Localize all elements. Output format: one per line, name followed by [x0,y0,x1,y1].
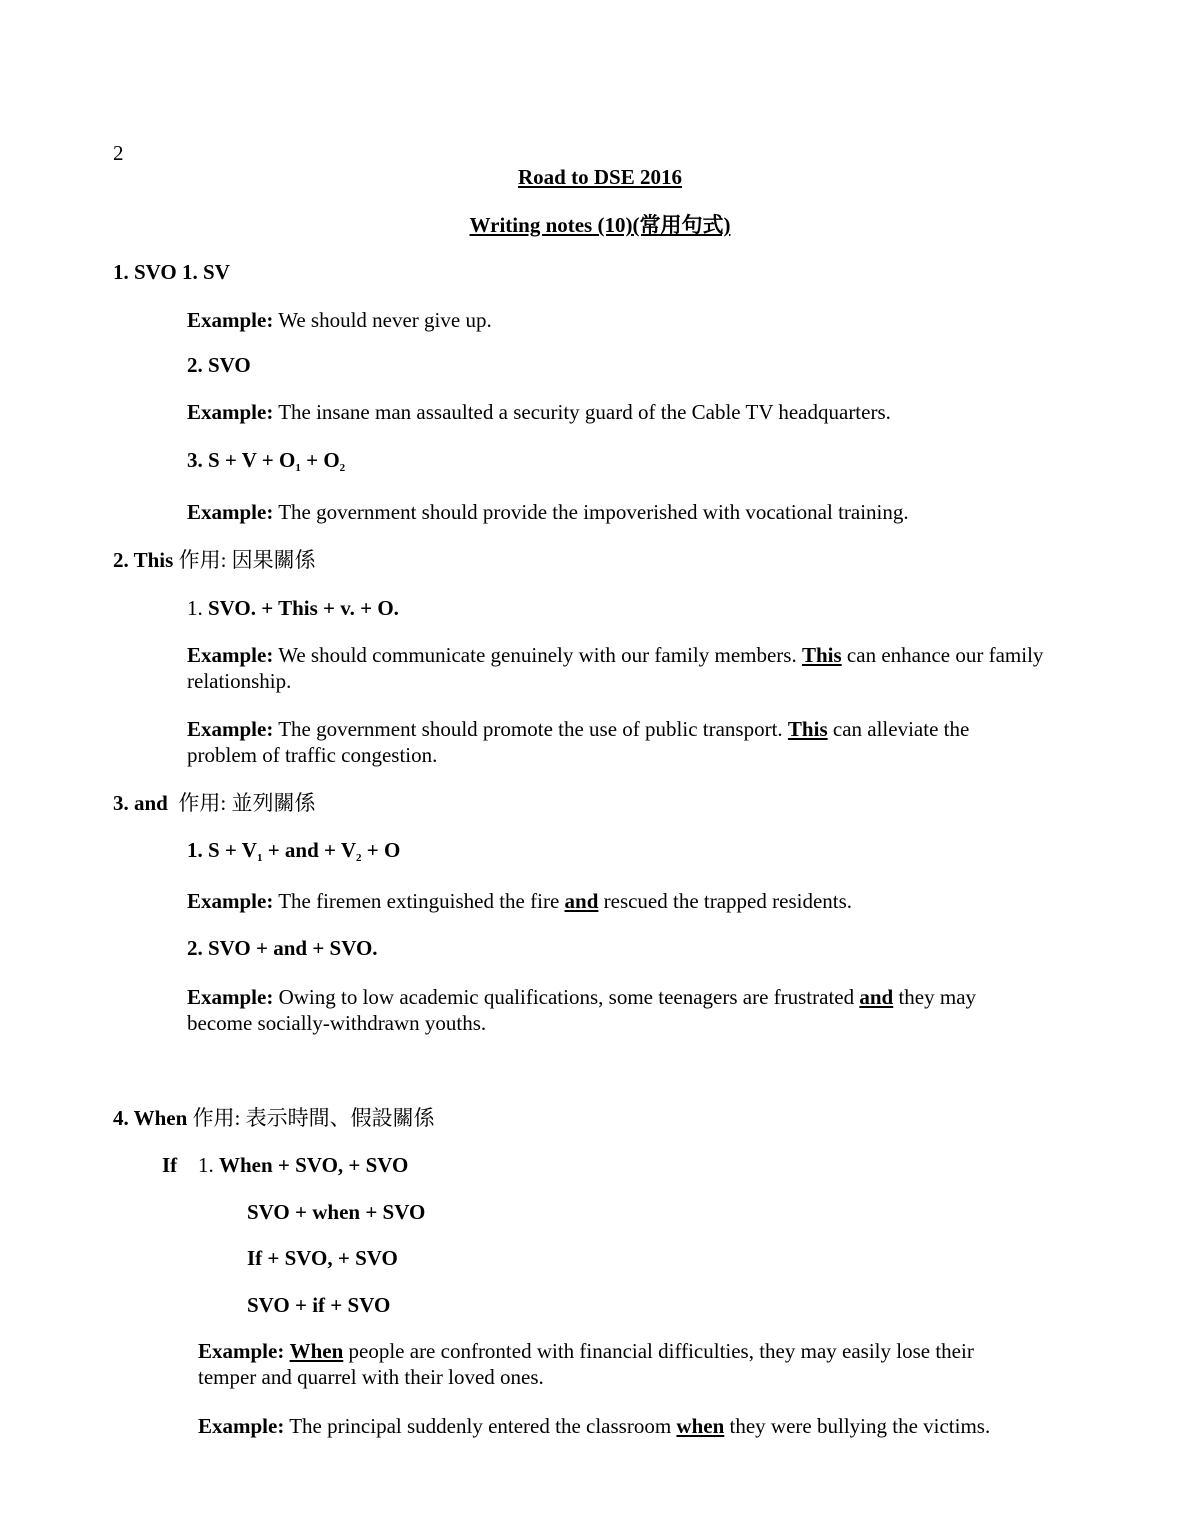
s4-formula-3: If + SVO, + SVO [247,1246,398,1270]
heading-keyword: 2. This [113,548,174,572]
formula-text: When + SVO, + SVO [219,1153,409,1177]
example-label: Example: [198,1339,285,1363]
heading-keyword: 3. and [113,791,168,815]
heading-function: 作用: 並列關係 [167,791,316,815]
s4-formula-1 [198,1153,408,1178]
example-text: The government should provide the impoverished with vocational training. [273,500,909,524]
example-keyword: This [787,717,828,741]
example-keyword: and [564,889,599,913]
example-text: We should communicate genuinely with our family members. [273,643,802,667]
subscript: 1 [295,462,301,474]
s1-example-3 [187,500,909,525]
section-4-heading [113,1106,435,1131]
formula-text: SVO. + This + v. + O. [208,596,399,620]
page-title: Road to DSE 2016 [518,165,682,189]
subscript: 1 [256,852,263,864]
formula-part: + and + V [262,838,357,862]
s2-example-2 [187,716,1027,768]
example-label: Example: [187,889,274,913]
formula-number: 1. [198,1153,219,1177]
example-text: they may become socially-withdrawn youths. [187,985,977,1035]
s4-formula-2: SVO + when + SVO [247,1200,426,1224]
example-label: Example: [198,1414,285,1438]
section-3-heading [113,791,315,816]
example-text: We should never give up. [273,308,492,332]
s1-example-2 [187,400,891,425]
example-text: The insane man assaulted a security guard of the Cable TV headquarters. [273,400,891,424]
s4-formula-4: SVO + if + SVO [247,1293,391,1317]
s2-formula-1 [187,596,399,621]
formula-number: 1. [187,596,208,620]
page-number: 2 [113,141,124,165]
example-text: they were bullying the victims. [724,1414,991,1438]
example-label: Example: [187,500,274,524]
example-keyword: When [289,1339,344,1363]
example-keyword: and [859,985,894,1009]
example-text: rescued the trapped residents. [598,889,853,913]
example-label: Example: [187,400,274,424]
s1-example-1 [187,308,492,333]
s3-formula-1 [187,838,400,863]
subscript: 2 [339,462,346,474]
example-keyword: when [676,1414,725,1438]
example-label: Example: [187,985,274,1009]
example-label: Example: [187,643,274,667]
heading-function: 作用: 因果關係 [173,548,316,572]
s3-example-2 [187,984,1037,1036]
s4-example-2 [198,1414,990,1439]
example-text: The principal suddenly entered the classroom [284,1414,677,1438]
s1-pattern-2: 2. SVO [187,353,251,377]
formula-part: + O [361,838,401,862]
heading-function: 作用: 表示時間、假設關係 [187,1106,435,1130]
example-text: Owing to low academic qualifications, some teenagers are frustrated [273,985,860,1009]
s3-formula-2: 2. SVO + and + SVO. [187,936,378,960]
heading-keyword: 4. When [113,1106,188,1130]
example-text: The government should promote the use of public transport. [273,717,788,741]
page-subtitle: Writing notes (10)(常用句式) [469,213,731,237]
formula-part: 1. S + V [187,838,257,862]
section-2-heading [113,548,316,573]
s2-example-1 [187,642,1047,694]
if-label: If [162,1153,178,1177]
pattern-part: + O [300,448,340,472]
example-keyword: This [801,643,842,667]
example-text: can enhance our family relationship. [187,643,1044,693]
example-label: Example: [187,717,274,741]
s3-example-1 [187,889,852,914]
s4-example-1 [198,1338,1028,1390]
subscript: 2 [356,852,362,864]
example-label: Example: [187,308,274,332]
pattern-part: 3. S + V + O [187,448,296,472]
section-1-heading: 1. SVO 1. SV [113,260,230,284]
example-text: people are confronted with financial difficulties, they may easily lose their temper and quarrel with their loved ones. [198,1339,974,1389]
example-text: The firemen extinguished the fire [273,889,565,913]
s1-pattern-3 [187,448,345,473]
example-text: can alleviate the problem of traffic congestion. [187,717,970,767]
